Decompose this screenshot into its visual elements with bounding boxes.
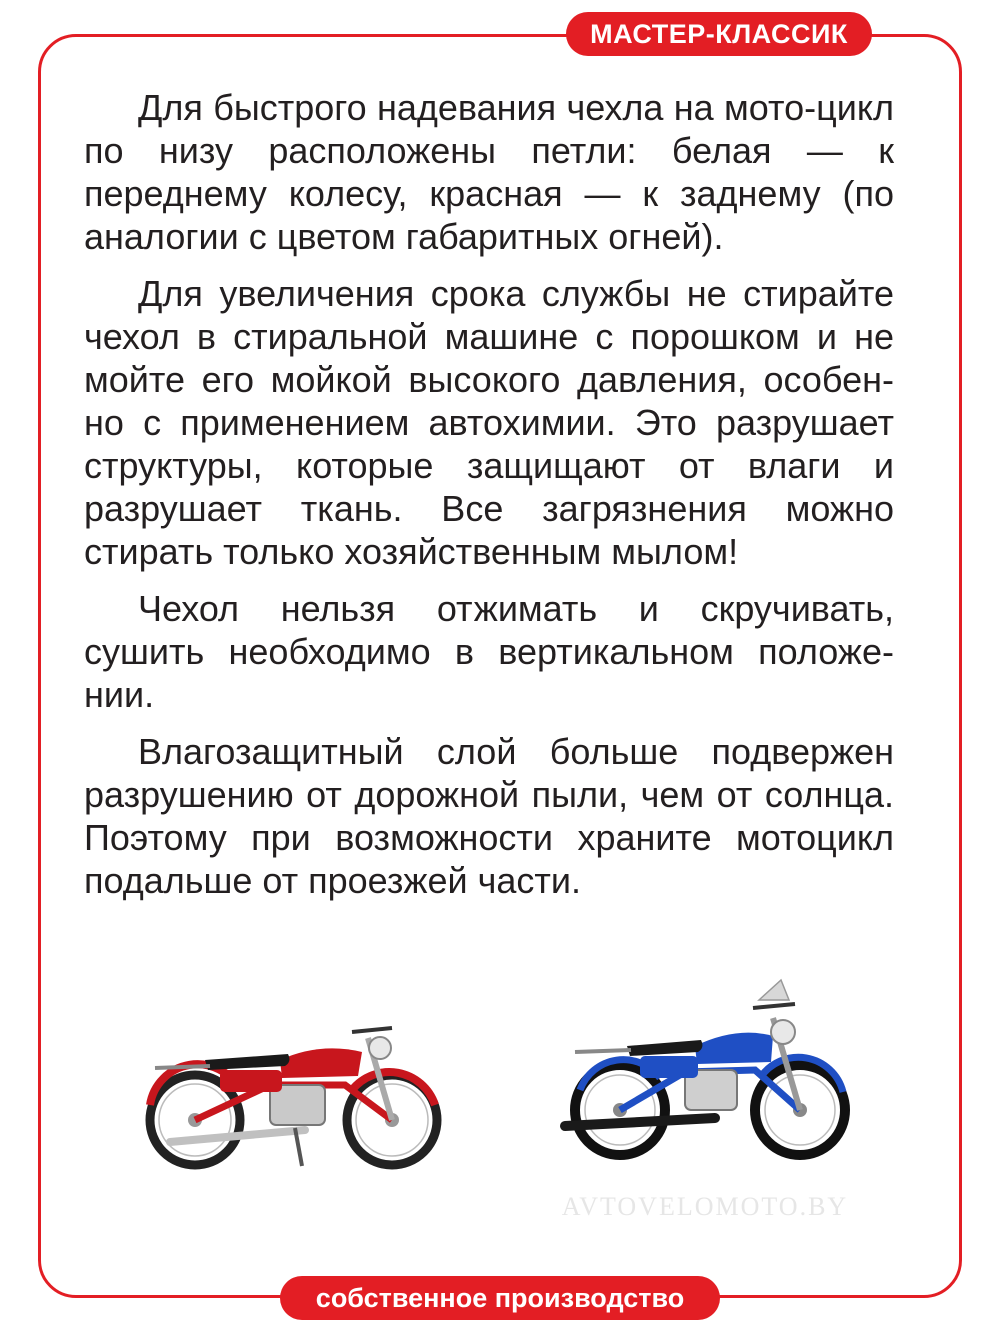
red-motorcycle-image: [130, 990, 450, 1180]
watermark-text: AVTOVELOMOTO.BY: [561, 1192, 849, 1221]
paragraph-storage: Влагозащитный слой больше подвержен разрушению от дорожной пыли, чем от солнца. Поэтому при возможности храните мотоцикл подальше от проезжей части.: [84, 731, 894, 901]
blue-motorcycle-image: [545, 960, 855, 1170]
motorcycle-images: [120, 960, 880, 1230]
instructions-text: [84, 86, 894, 916]
paragraph-loops: Для быстрого надевания чехла на мото-цикл по низу расположены петли: белая — к переднему колесу, красная — к заднему (по аналогии с цветом габаритных огней).: [84, 87, 894, 257]
paragraph-drying: Чехол нельзя отжимать и скручивать, сушить необходимо в вертикальном положе-нии.: [84, 588, 894, 715]
header-badge: МАСТЕР-КЛАССИК: [566, 12, 872, 56]
footer-badge: собственное производство: [280, 1276, 720, 1320]
paragraph-washing: Для увеличения срока службы не стирайте чехол в стиральной машине с порошком и не мойте его мойкой высокого давления, особен-но с применением автохимии. Это разрушает структуры, которые защищают от влаги и разрушает ткань. Все загрязнения можно стирать только хозяйственным мылом!: [84, 273, 894, 572]
